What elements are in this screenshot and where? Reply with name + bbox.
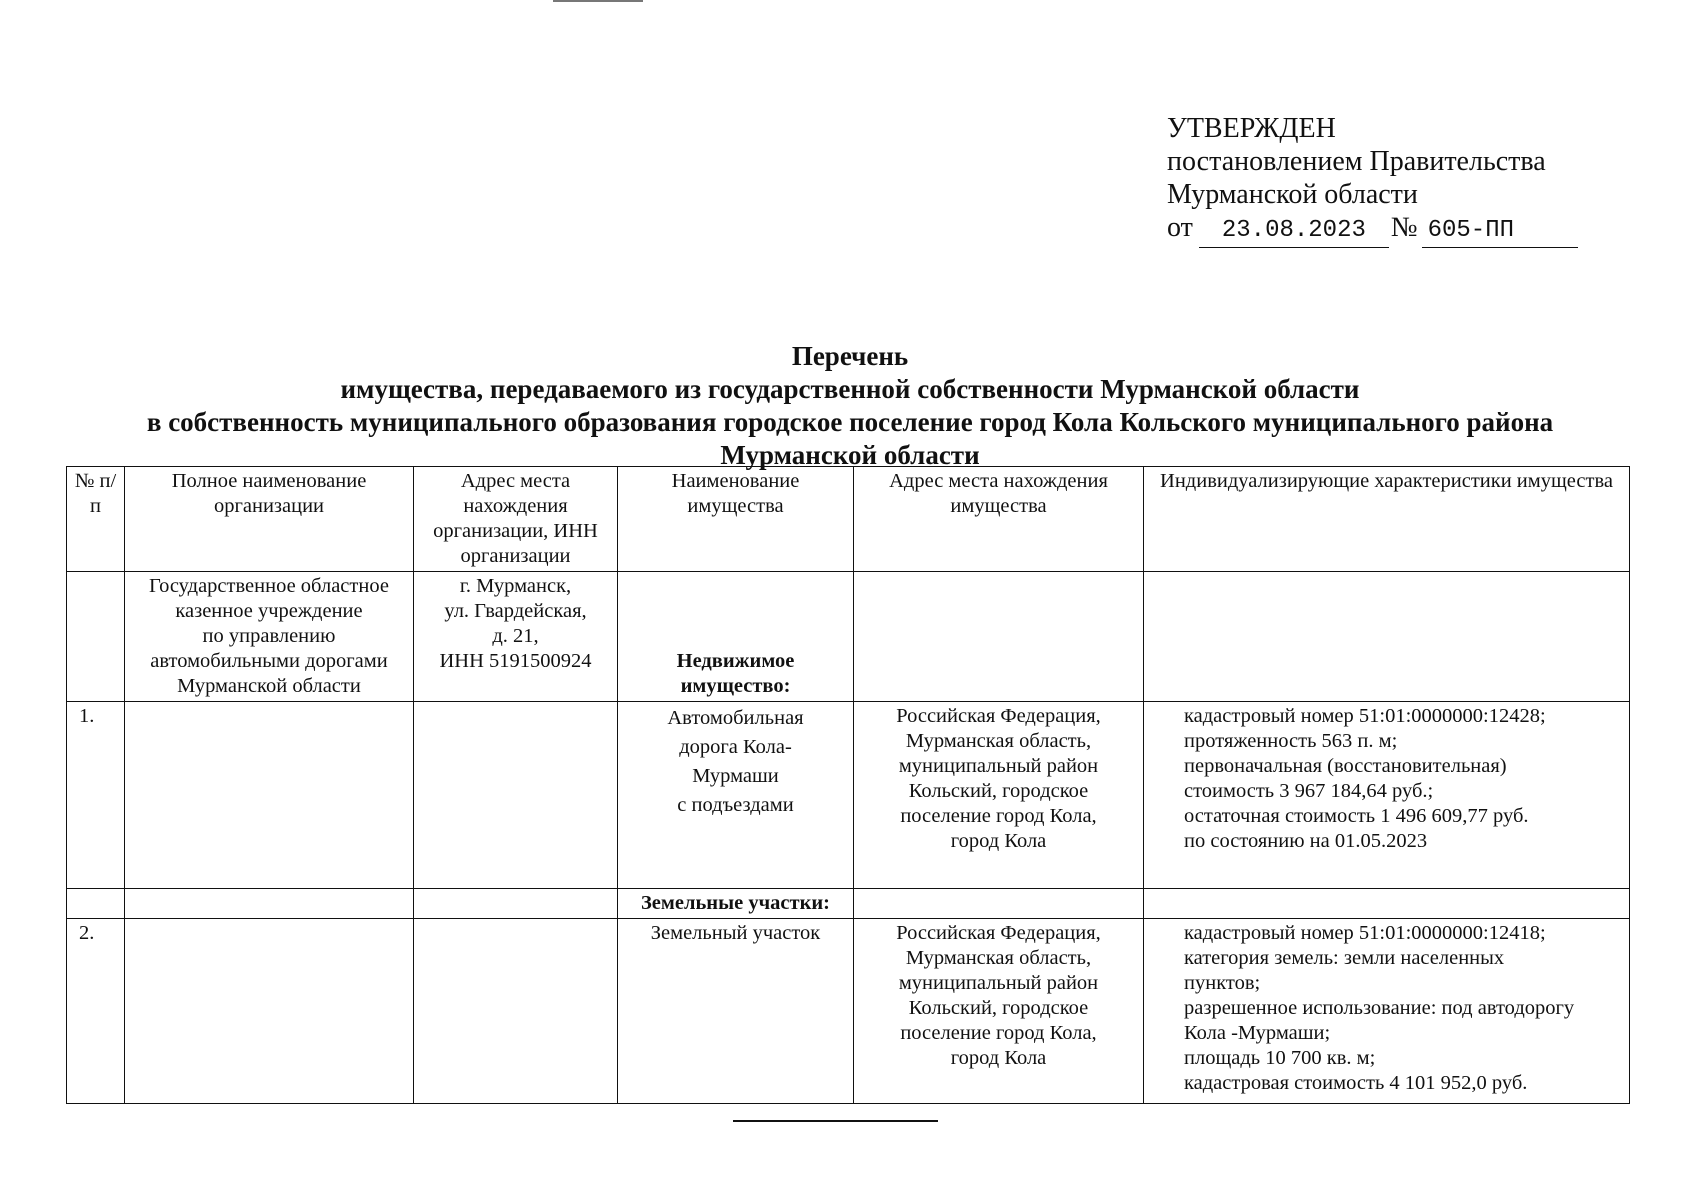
approval-stamp [1167,112,1578,248]
text-line: Кольский, городское [908,997,1089,1019]
text-line: разрешенное использование: под автодорогу [1184,997,1575,1019]
text-line: по управлению [202,625,336,647]
top-divider [553,0,643,2]
text-line: первоначальная (восстановительная) [1184,755,1507,777]
title-line-2: имущества, передаваемого из государственной собственности Мурманской области [340,374,1360,404]
number-prefix: № [1390,212,1418,243]
empty-cell [125,889,414,919]
text-line: поселение город Кола, [900,1022,1097,1044]
text-line: дорога Кола- [679,736,792,758]
section-heading-cell [618,572,854,702]
text-line: с подъездами [677,794,794,816]
table-row [67,889,1630,919]
table-row [67,572,1630,702]
text-line: кадастровый номер 51:01:0000000:12418; [1184,922,1546,944]
property-details-cell [1144,702,1630,889]
text-line: Государственное областное [149,575,389,597]
text-line: Мурманская область, [905,947,1092,969]
header-cell: № п/п [67,467,125,572]
header-cell: Адрес места нахождения имущества [854,467,1144,572]
empty-cell [414,702,618,889]
text-line: город Кола [950,1047,1047,1069]
text-line: г. Мурманск, [459,575,572,597]
text-line: имущество: [680,675,791,697]
approval-date-line [1167,211,1578,248]
text-line: Недвижимое [676,650,795,672]
text-line: д. 21, [492,625,539,647]
row-number-cell [67,572,125,702]
header-cell: Индивидуализирующие характеристики имущества [1144,467,1630,572]
empty-cell [1144,572,1630,702]
text-line: Мурманская область, [905,730,1092,752]
property-address-cell [854,919,1144,1104]
empty-cell [125,919,414,1104]
text-line: остаточная стоимость 1 496 609,77 руб. [1184,805,1529,827]
section-heading-cell: Земельные участки: [618,889,854,919]
text-line: категория земель: земли населенных [1184,947,1505,969]
text-line: Мурманской области [177,675,361,697]
empty-cell [1144,889,1630,919]
text-line: Кола -Мурмаши; [1184,1022,1331,1044]
empty-cell [854,889,1144,919]
text-line: стоимость 3 967 184,64 руб.; [1184,780,1434,802]
org-name-cell [125,572,414,702]
text-line: пунктов; [1184,972,1261,994]
text-line: Автомобильная [667,707,804,729]
table-row [67,702,1630,889]
text-line: Российская Федерация, [896,705,1101,727]
property-details-cell [1144,919,1630,1104]
header-cell: Полное наименование организации [125,467,414,572]
text-line: протяженность 563 п. м; [1184,730,1398,752]
text-line: площадь 10 700 кв. м; [1184,1047,1376,1069]
text-line: город Кола [950,830,1047,852]
empty-cell [854,572,1144,702]
empty-cell [414,889,618,919]
text-line: Кольский, городское [908,780,1089,802]
text-line: муниципальный район [898,972,1099,994]
title-line-4: Мурманской области [720,440,980,470]
text-line: ул. Гвардейская, [444,600,587,622]
text-line: казенное учреждение [175,600,363,622]
approval-line-2: постановлением Правительства [1167,146,1546,177]
document-title [60,340,1640,472]
title-line-1: Перечень [791,341,909,371]
text-line: Мурмаши [692,765,779,787]
date-prefix: от [1167,212,1193,243]
row-number-cell: 2. [67,919,125,1104]
approval-number: 605-ПП [1422,214,1578,248]
property-address-cell [854,702,1144,889]
empty-cell [125,702,414,889]
property-name-cell: Земельный участок [618,919,854,1104]
bottom-divider [733,1120,938,1122]
table-header-row [67,467,1630,572]
text-line: кадастровый номер 51:01:0000000:12428; [1184,705,1546,727]
empty-cell [414,919,618,1104]
header-cell: Адрес места нахождения организации, ИНН организации [414,467,618,572]
text-line: по состоянию на 01.05.2023 [1184,830,1428,852]
row-number-cell: 1. [67,702,125,889]
empty-cell [67,889,125,919]
text-line: ИНН 5191500924 [439,650,592,672]
header-cell: Наименование имущества [618,467,854,572]
table-row [67,919,1630,1104]
approval-date: 23.08.2023 [1199,214,1389,248]
approval-line-3: Мурманской области [1167,179,1418,210]
approval-heading: УТВЕРЖДЕН [1167,113,1336,144]
org-address-cell [414,572,618,702]
property-name-cell [618,702,854,889]
text-line: Российская Федерация, [896,922,1101,944]
text-line: поселение город Кола, [900,805,1097,827]
title-line-3: в собственность муниципального образования городское поселение город Кола Кольского муниципального района [146,407,1554,437]
property-table [66,466,1630,1104]
text-line: автомобильными дорогами [150,650,388,672]
text-line: кадастровая стоимость 4 101 952,0 руб. [1184,1072,1528,1094]
text-line: муниципальный район [898,755,1099,777]
